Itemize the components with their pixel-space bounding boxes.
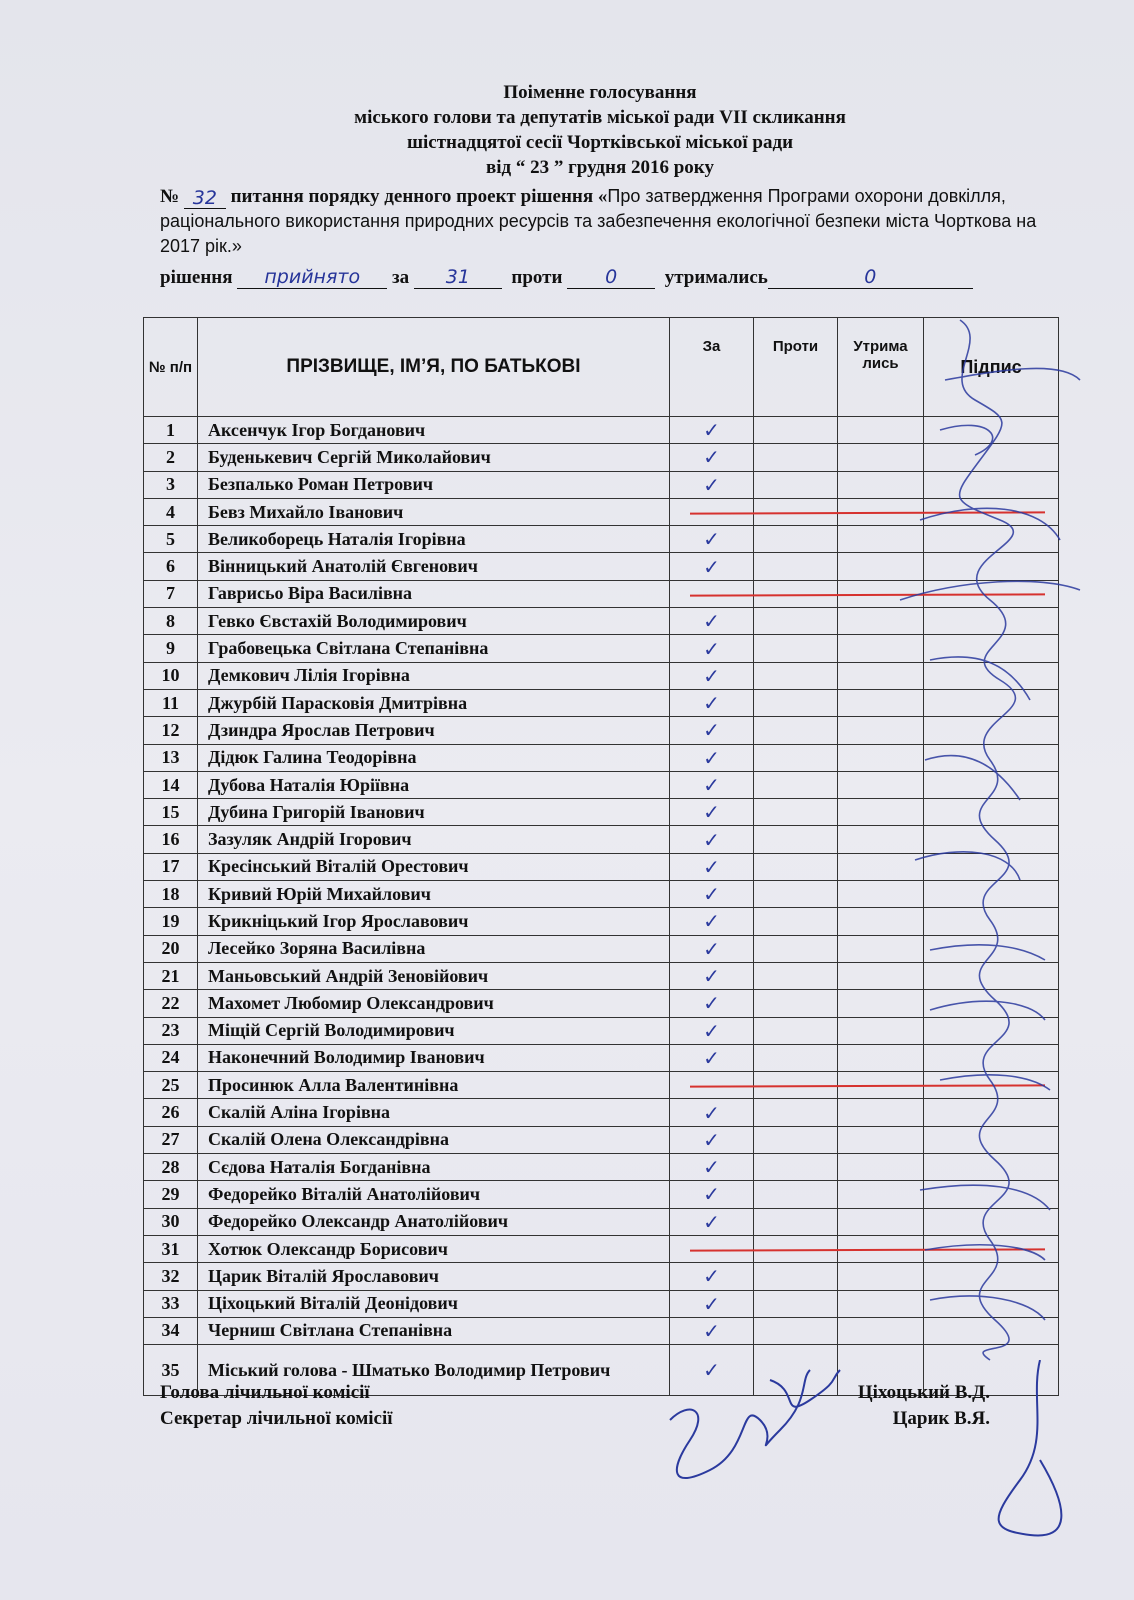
check-icon: ✓ — [703, 609, 720, 634]
col-header-abstain: Утрима лись — [838, 318, 924, 417]
col-header-signature: Підпис — [924, 318, 1059, 417]
row-name: Грабовецька Світлана Степанівна — [198, 635, 670, 662]
abstain-value: 0 — [864, 266, 877, 288]
secretary-label: Секретар лічильної комісії — [160, 1408, 393, 1429]
row-name: Гевко Євстахій Володимирович — [198, 608, 670, 635]
check-icon: ✓ — [703, 418, 720, 443]
check-icon: ✓ — [703, 636, 720, 661]
row-number: 26 — [144, 1099, 198, 1126]
question-text: Про затвердження Програми охорони довкілля, раціонального використання природних ресурсів та забезпечення екологічної безпеки міста Чорткова на 2017 рік.» — [160, 186, 1037, 256]
row-number: 8 — [144, 608, 198, 635]
row-name: Гаврисьо Віра Василівна — [198, 580, 670, 607]
row-name: Скалій Олена Олександрівна — [198, 1126, 670, 1153]
row-name: Зазуляк Андрій Ігорович — [198, 826, 670, 853]
check-icon: ✓ — [703, 991, 720, 1016]
row-name: Царик Віталій Ярославович — [198, 1263, 670, 1290]
chair-label: Голова лічильної комісії — [160, 1382, 370, 1403]
commission-footer — [160, 1380, 1020, 1432]
for-value: 31 — [445, 266, 470, 288]
row-name: Крикніцький Ігор Ярославович — [198, 908, 670, 935]
check-icon: ✓ — [703, 745, 720, 770]
question-lead: питання порядку денного проект рішення « — [230, 186, 608, 207]
row-name: Лесейко Зоряна Василівна — [198, 935, 670, 962]
check-icon: ✓ — [703, 773, 720, 797]
check-icon: ✓ — [703, 854, 720, 879]
row-name: Ціхоцький Віталій Деонідович — [198, 1290, 670, 1317]
row-number: 7 — [144, 580, 198, 607]
check-icon: ✓ — [703, 827, 720, 852]
row-number: 5 — [144, 526, 198, 553]
check-icon: ✓ — [703, 1100, 720, 1125]
row-number: 12 — [144, 717, 198, 744]
check-icon: ✓ — [703, 527, 720, 552]
check-icon: ✓ — [703, 718, 720, 743]
check-icon: ✓ — [703, 554, 720, 579]
row-name: Махомет Любомир Олександрович — [198, 990, 670, 1017]
row-name: Кресінський Віталій Орестович — [198, 853, 670, 880]
row-number: 11 — [144, 689, 198, 716]
question-number-value: 32 — [192, 187, 217, 209]
row-number: 10 — [144, 662, 198, 689]
check-icon: ✓ — [703, 472, 720, 497]
row-number: 2 — [144, 444, 198, 471]
row-number: 4 — [144, 498, 198, 525]
row-name: Кривий Юрій Михайлович — [198, 881, 670, 908]
row-number: 31 — [144, 1235, 198, 1262]
against-value: 0 — [605, 266, 618, 288]
row-number: 6 — [144, 553, 198, 580]
check-icon: ✓ — [703, 445, 720, 470]
row-number: 30 — [144, 1208, 198, 1235]
row-name: Федорейко Віталій Анатолійович — [198, 1181, 670, 1208]
row-name: Маньовський Андрій Зеновійович — [198, 962, 670, 989]
commission-signature — [650, 1360, 850, 1500]
row-name: Федорейко Олександр Анатолійович — [198, 1208, 670, 1235]
header-subtitle-2: шістнадцятої сесії Чортківської міської ради — [406, 132, 794, 153]
row-number: 18 — [144, 881, 198, 908]
row-number: 34 — [144, 1317, 198, 1344]
row-name: Аксенчук Ігор Богданович — [198, 417, 670, 444]
row-number: 16 — [144, 826, 198, 853]
header-subtitle-1: міського голови та депутатів міської ради VII скликання — [354, 107, 846, 128]
check-icon: ✓ — [703, 964, 720, 989]
row-number: 13 — [144, 744, 198, 771]
check-icon: ✓ — [703, 1209, 720, 1234]
for-label: за — [392, 267, 410, 288]
signature-tail — [980, 1360, 1080, 1540]
secretary-name: Царик В.Я. — [892, 1408, 990, 1429]
check-icon: ✓ — [703, 691, 720, 716]
row-name: Джурбій Парасковія Дмитрівна — [198, 689, 670, 716]
row-number: 27 — [144, 1126, 198, 1153]
check-icon: ✓ — [703, 1318, 720, 1343]
row-number: 22 — [144, 990, 198, 1017]
row-number: 33 — [144, 1290, 198, 1317]
row-name: Міський голова - Шматько Володимир Петрович — [198, 1345, 670, 1396]
row-number: 1 — [144, 417, 198, 444]
decision-label: рішення — [160, 267, 233, 288]
check-icon: ✓ — [703, 909, 720, 934]
row-number: 29 — [144, 1181, 198, 1208]
check-icon: ✓ — [703, 882, 720, 907]
row-name: Буденькевич Сергій Миколайович — [198, 444, 670, 471]
check-icon: ✓ — [703, 936, 720, 961]
decision-value: прийнято — [264, 266, 361, 288]
col-header-against: Проти — [754, 318, 838, 417]
header-date: від “ 23 ” грудня 2016 року — [486, 157, 714, 178]
row-number: 20 — [144, 935, 198, 962]
row-name: Бевз Михайло Іванович — [198, 498, 670, 525]
chair-name: Ціхоцький В.Д. — [857, 1382, 990, 1403]
row-number: 23 — [144, 1017, 198, 1044]
row-number: 24 — [144, 1044, 198, 1071]
abstain-label: утримались — [664, 267, 768, 288]
check-icon: ✓ — [703, 1045, 720, 1070]
row-name: Демкович Лілія Ігорівна — [198, 662, 670, 689]
row-name: Дзиндра Ярослав Петрович — [198, 717, 670, 744]
row-number: 32 — [144, 1263, 198, 1290]
check-icon: ✓ — [703, 1264, 720, 1289]
check-icon: ✓ — [703, 1155, 720, 1180]
question-number-label: № — [160, 186, 180, 207]
row-name: Скалій Аліна Ігорівна — [198, 1099, 670, 1126]
row-name: Міщій Сергій Володимирович — [198, 1017, 670, 1044]
row-name: Сєдова Наталія Богданівна — [198, 1154, 670, 1181]
row-name: Наконечний Володимир Іванович — [198, 1044, 670, 1071]
row-number: 19 — [144, 908, 198, 935]
row-number: 9 — [144, 635, 198, 662]
check-icon: ✓ — [703, 1127, 720, 1152]
against-label: проти — [511, 267, 563, 288]
row-name: Хотюк Олександр Борисович — [198, 1235, 670, 1262]
row-name: Просинюк Алла Валентинівна — [198, 1072, 670, 1099]
row-name: Безпалько Роман Петрович — [198, 471, 670, 498]
row-name: Великоборець Наталія Ігорівна — [198, 526, 670, 553]
row-name: Вінницький Анатолій Євгенович — [198, 553, 670, 580]
row-number: 15 — [144, 799, 198, 826]
check-icon: ✓ — [703, 800, 720, 825]
row-number: 21 — [144, 962, 198, 989]
row-name: Дідюк Галина Теодорівна — [198, 744, 670, 771]
row-number: 3 — [144, 471, 198, 498]
check-icon: ✓ — [703, 663, 720, 688]
row-number: 28 — [144, 1154, 198, 1181]
check-icon: ✓ — [703, 1182, 720, 1207]
row-name: Черниш Світлана Степанівна — [198, 1317, 670, 1344]
row-name: Дубова Наталія Юріївна — [198, 771, 670, 798]
check-icon: ✓ — [703, 1018, 720, 1043]
col-header-num: № п/п — [144, 318, 198, 417]
row-number: 17 — [144, 853, 198, 880]
row-number: 25 — [144, 1072, 198, 1099]
check-icon: ✓ — [703, 1291, 720, 1316]
col-header-for: За — [670, 318, 754, 417]
header-title: Поіменне голосування — [503, 82, 697, 103]
row-number: 35 — [144, 1345, 198, 1396]
check-icon: ✓ — [703, 1358, 720, 1383]
row-name: Дубина Григорій Іванович — [198, 799, 670, 826]
col-header-name: ПРІЗВИЩЕ, ІМ’Я, ПО БАТЬКОВІ — [198, 318, 670, 417]
row-number: 14 — [144, 771, 198, 798]
